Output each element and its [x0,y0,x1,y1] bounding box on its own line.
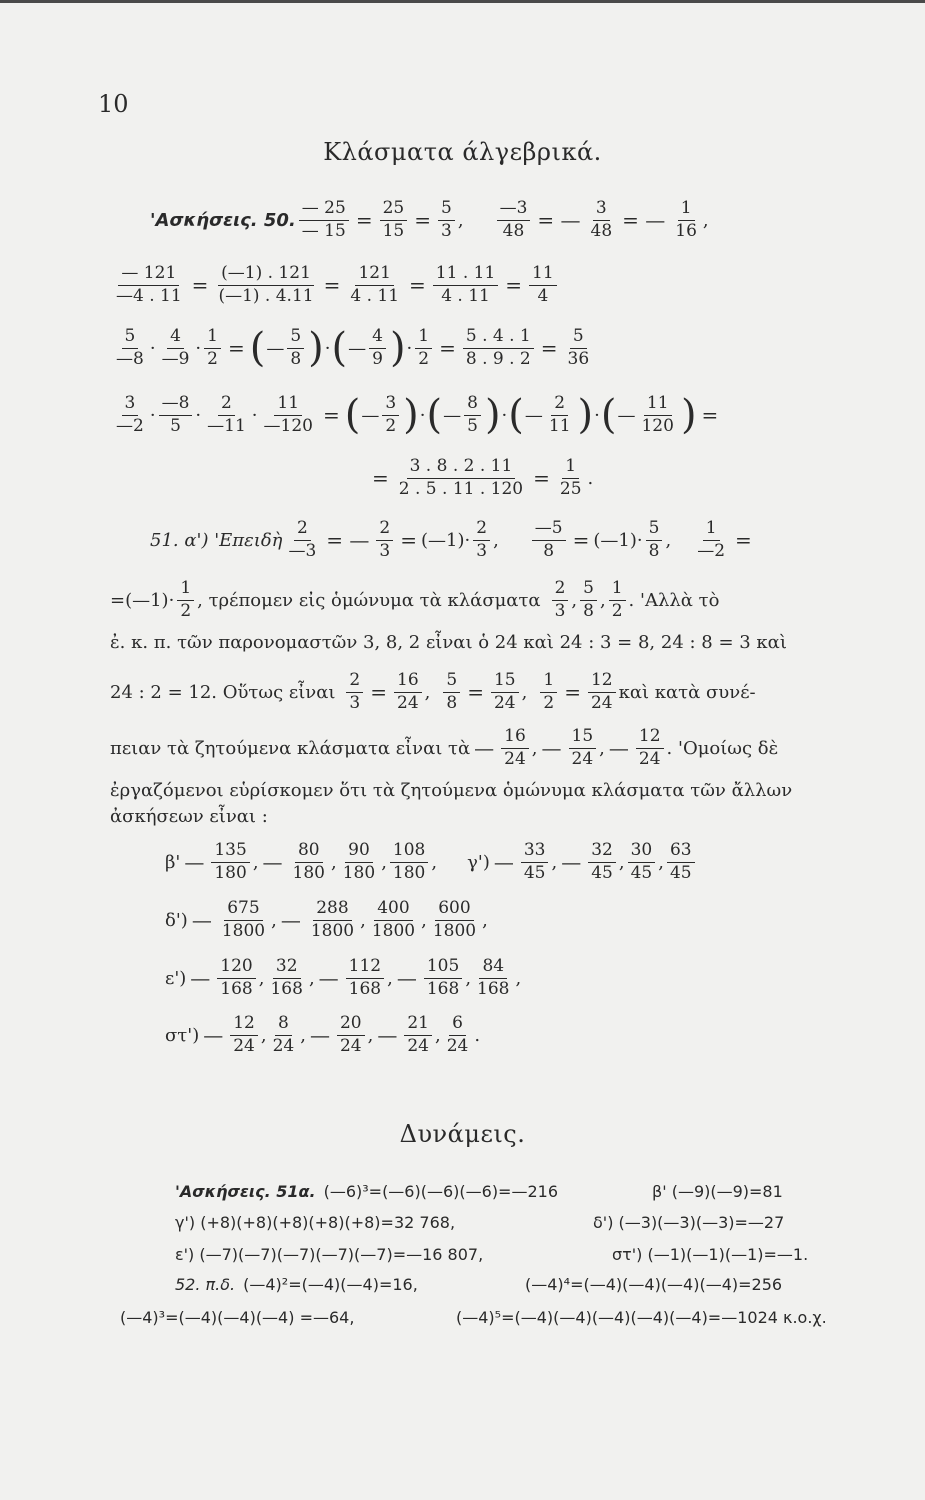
denominator: 36 [567,348,590,369]
denominator: 3 [476,540,488,561]
fraction [159,328,193,369]
numerator: 16 [501,728,529,749]
power-expression: (—6)³=(—6)(—6)(—6)=—216 [323,1182,558,1201]
denominator: 2 [418,348,430,369]
numerator: 112 [346,958,384,979]
fraction [376,520,393,561]
text: καὶ κατὰ συνέ- [618,681,756,703]
denominator: 180 [392,862,426,883]
numerator: 5 [580,580,597,601]
denominator: 24 [446,1035,469,1056]
denominator: 24 [272,1035,295,1056]
ex51-line-2: =(—1) · $\frac{1}{2}$ , τρέπομεν εἰς ὁμώνυμα τὰ κλάσματα $\frac{2}{3}$ , $\frac{5}{8}$ , $\frac{1}{2}$ . 'Αλλὰ τὸ [110,578,720,621]
denominator: 1800 [432,920,477,941]
fraction [177,580,194,621]
page-edge-line [0,0,925,3]
numerator: 1 [177,580,194,601]
denominator: 5 [467,415,478,436]
numerator: 80 [295,842,323,863]
fraction [113,265,185,306]
text: 24 : 2 = 12. Οὕτως εἶναι [110,681,336,703]
ex51-label: 51. α') 'Επειδὴ [150,529,283,551]
numerator: 11 [644,395,672,416]
fraction [546,395,574,436]
numerator: 16 [394,672,422,693]
denominator: (—1) . 4.11 [218,285,314,306]
ex50-line-3: $\frac{5}{—8}$ · $\frac{4}{—9}$ · $\frac{1}{2}$ = ( — $\frac{5}{8}$ ) · ( — $\frac{4}{9}$ ) · $\frac{1}{2}$ = $\frac{5 . 4 . 1}{8 . 9 . 2}$ = $\frac{5}{36}$ [110,328,595,369]
denominator: 24 [233,1035,255,1056]
denominator: 24 [407,1035,429,1056]
numerator: 600 [435,900,473,921]
fraction [433,265,498,306]
denominator: 48 [590,220,613,241]
fraction [382,395,399,436]
denominator: 120 [641,415,674,436]
numerator: 1 [540,672,557,693]
power-expression: (—4)²=(—4)(—4)=16, [243,1275,418,1294]
numerator: 90 [345,842,373,863]
section-title-powers: Δυνάμεις. [399,1120,526,1148]
numerator: 6 [449,1015,466,1036]
fraction [394,672,422,713]
text: . 'Αλλὰ τὸ [628,589,720,611]
numerator: 2 [346,672,363,693]
fraction [404,1015,432,1056]
fraction [638,395,676,436]
numerator: 20 [337,1015,365,1036]
fraction [540,672,557,713]
fraction [113,395,147,436]
powers-row-2b: δ') (—3)(—3)(—3)=—27 [593,1213,785,1232]
ex51-b-g-line: β' — $\frac{135}{180}$ , — $\frac{80}{180}$ , $\frac{90}{180}$ , $\frac{108}{180}$ , γ') — $\frac{33}{45}$ , — $\frac{32}{45}$ , $\frac{30}{45}$ , $\frac{63}{45}$ [165,842,698,883]
numerator: 1 [415,328,432,349]
fraction [609,580,626,621]
numerator: 3 [122,395,139,416]
fraction [636,728,664,769]
denominator: 9 [372,348,383,369]
denominator: 24 [638,748,661,769]
fraction [473,520,490,561]
denominator: 1800 [371,920,416,941]
fraction [337,1015,365,1056]
fraction [667,842,695,883]
powers-label: 'Ασκήσεις. 51α. [175,1182,316,1201]
numerator: 5 [443,672,460,693]
fraction [285,520,319,561]
numerator: — 121 [118,265,179,286]
numerator: 8 [464,395,481,416]
fraction [261,395,316,436]
ex50-line-2: $\frac{— 121}{—4 . 11}$ = $\frac{(—1) . 121}{(—1) . 4.11}$ = $\frac{121}{4 . 11}$ = $\frac{11 . 11}{4 . 11}$ = $\frac{11}{4}$ [110,265,560,306]
numerator: —3 [497,200,531,221]
denominator: 11 [548,415,571,436]
numerator: 84 [479,958,507,979]
fraction [646,520,663,561]
denominator: 5 [170,415,181,436]
section-title-fractions: Κλάσματα άλγεβρικά. [323,138,602,166]
denominator: —4 . 11 [116,285,182,306]
denominator: —11 [207,415,246,436]
ex51-line-4: 24 : 2 = 12. Οὕτως εἶναι $\frac{2}{3}$ = $\frac{16}{24}$ , $\frac{5}{8}$ = $\frac{15}{24}$ , $\frac{1}{2}$ = $\frac{12}{24}$ καὶ κατὰ συνέ- [110,670,756,713]
numerator: 288 [313,900,351,921]
text: . 'Ομοίως δὲ [666,737,779,759]
fraction [672,200,700,241]
numerator: 12 [230,1015,258,1036]
denominator: 8 . 9 . 2 [465,348,531,369]
numerator: 1 [678,200,695,221]
fraction [694,520,728,561]
numerator: 135 [211,842,249,863]
fraction [390,842,428,883]
fraction [215,265,316,306]
fraction [588,200,616,241]
fraction [588,672,616,713]
numerator: 2 [218,395,235,416]
denominator: 180 [214,862,247,883]
fraction [267,958,305,999]
ex51-line-1: 51. α') 'Επειδὴ $\frac{2}{—3}$ = — $\frac{2}{3}$ = (—1) · $\frac{2}{3}$ , $\frac{—5}{8}$ = (—1) · $\frac{5}{8}$ , $\frac{1}{—2}$ = [150,518,752,561]
denominator: 24 [504,748,526,769]
denominator: 2 [180,600,192,621]
fraction [532,520,566,561]
ex51-e-line: ε') — $\frac{120}{168}$ , $\frac{32}{168}$ , — $\frac{112}{168}$ , — $\frac{105}{168}$ , $\frac{84}{168}$ , [165,956,522,999]
fraction [430,900,479,941]
powers-row-3a: ε') (—7)(—7)(—7)(—7)(—7)=—16 807, [175,1245,484,1264]
denominator: — 15 [301,220,346,241]
fraction [217,958,255,999]
fraction [424,958,462,999]
denominator: 15 [382,220,405,241]
fraction [290,842,328,883]
fraction [299,200,349,241]
ex50-line-4: $\frac{3}{—2}$ · $\frac{—8}{5}$ · $\frac{2}{—11}$ · $\frac{11}{—120}$ = ( — $\frac{3}{2}$ ) · ( — $\frac{8}{5}$ ) · ( — $\frac{2}{11}$ ) · ( — $\frac{11}{120}$ ) = [110,395,722,436]
numerator: 30 [628,842,656,863]
denominator: 1800 [310,920,355,941]
denominator: 45 [523,862,546,883]
denominator: 8 [583,600,594,621]
ex51-line-3: ἐ. κ. π. τῶν παρονομαστῶν 3, 8, 2 εἶναι ὁ 24 καὶ 24 : 3 = 8, 24 : 8 = 3 καὶ [110,632,787,653]
fraction [219,900,268,941]
fraction [270,1015,298,1056]
numerator: 15 [491,672,519,693]
item-label: β' [165,851,181,873]
text: =(—1) [110,589,169,611]
fraction [588,842,616,883]
fraction [491,672,519,713]
numerator: 5 [122,328,139,349]
denominator: 168 [348,978,382,999]
numerator: 5 [570,328,587,349]
fraction [565,328,593,369]
fraction [521,842,549,883]
numerator: 3 [593,200,610,221]
numerator: 4 [369,328,386,349]
denominator: 3 [554,600,566,621]
denominator: 4 [537,285,549,306]
denominator: 24 [339,1035,362,1056]
fraction [159,395,193,436]
fraction [438,200,455,241]
ex50-line-1: 'Ασκήσεις. 50. $\frac{— 25}{— 15}$ = $\frac{25}{15}$ = $\frac{5}{3}$ , $\frac{—3}{48}$ = — $\frac{3}{48}$ = — $\frac{1}{16}$ , [150,198,709,241]
numerator: 121 [355,265,393,286]
denominator: 25 [559,478,582,499]
numerator: 3 [382,395,399,416]
denominator: 180 [342,862,376,883]
denominator: 3 [349,692,361,713]
denominator: 1800 [221,920,266,941]
denominator: —2 [697,540,726,561]
numerator: 2 [473,520,490,541]
fraction [501,728,529,769]
numerator: 5 [438,200,455,221]
powers-row-4a [175,1275,418,1294]
denominator: —3 [288,540,317,561]
denominator: 168 [270,978,303,999]
fraction [474,958,512,999]
fraction [230,1015,258,1056]
denominator: 168 [426,978,460,999]
denominator: 45 [591,862,613,883]
fraction [347,265,402,306]
numerator: 32 [273,958,301,979]
denominator: 3 [441,220,452,241]
numerator: 120 [217,958,255,979]
denominator: 8 [648,540,660,561]
numerator: (—1) . 121 [218,265,314,286]
powers-row-4b: (—4)⁴=(—4)(—4)(—4)(—4)=256 [525,1275,783,1294]
numerator: 33 [521,842,549,863]
numerator: 1 [703,520,720,541]
denominator: 24 [493,692,516,713]
fraction [628,842,656,883]
fraction [346,958,384,999]
numerator: 25 [380,200,408,221]
denominator: 4 . 11 [441,285,490,306]
numerator: —5 [532,520,566,541]
fraction [497,200,531,241]
numerator: 4 [167,328,184,349]
denominator: —9 [161,348,190,369]
numerator: 5 [287,328,304,349]
numerator: 5 [646,520,663,541]
fraction [444,1015,472,1056]
fraction [552,580,569,621]
powers-row-1b: β' (—9)(—9)=81 [652,1182,783,1201]
denominator: 4 . 11 [350,285,400,306]
item-label: ε') [165,967,187,989]
numerator: 400 [374,900,412,921]
denominator: 45 [669,862,692,883]
numerator: — 25 [299,200,349,221]
powers-row-3b: στ') (—1)(—1)(—1)=—1. [612,1245,809,1264]
fraction [396,458,526,499]
ex51-st-line: στ') — $\frac{12}{24}$ , $\frac{8}{24}$ , — $\frac{20}{24}$ , — $\frac{21}{24}$ , $\frac{6}{24}$ . [165,1013,481,1056]
minus-one: (—1) [593,529,637,551]
powers-row-5b: (—4)⁵=(—4)(—4)(—4)(—4)(—4)=—1024 κ.ο.χ. [456,1308,827,1327]
fraction [204,328,221,369]
numerator: 1 [609,580,626,601]
numerator: 11 . 11 [433,265,498,286]
item-label: γ') [467,851,490,873]
fraction [369,328,386,369]
fraction [211,842,249,883]
numerator: 108 [390,842,428,863]
denominator: 2 . 5 . 11 . 120 [398,478,524,499]
fraction [443,672,460,713]
numerator: 1 [562,458,579,479]
numerator: 12 [588,672,616,693]
text: , τρέπομεν εἰς ὁμώνυμα τὰ κλάσματα [197,589,541,611]
powers-row-1a [175,1182,558,1201]
fraction [529,265,557,306]
powers-row-5a: (—4)³=(—4)(—4)(—4) =—64, [120,1308,355,1327]
denominator: 180 [292,862,325,883]
numerator: 2 [552,580,569,601]
fraction [557,458,585,499]
ex51-d-line: δ') — $\frac{675}{1800}$ , — $\frac{288}{1800}$ , $\frac{400}{1800}$ , $\frac{600}{1800}$ , [165,898,488,941]
fraction [415,328,432,369]
fraction [569,728,597,769]
denominator: —8 [116,348,144,369]
numerator: 15 [569,728,597,749]
fraction [380,200,408,241]
ex51-line-6: ἐργαζόμενοι εὑρίσκομεν ὅτι τὰ ζητούμενα ὁμώνυμα κλάσματα τῶν ἄλλων [110,780,793,801]
fraction [369,900,418,941]
denominator: 24 [590,692,613,713]
powers-label: 52. π.δ. [175,1275,236,1294]
denominator: 168 [477,978,510,999]
denominator: 48 [502,220,525,241]
item-label: δ') [165,909,188,931]
fraction [204,395,249,436]
ex51-line-7: ἀσκήσεων εἶναι : [110,806,268,827]
fraction [113,328,147,369]
denominator: 45 [630,862,653,883]
numerator: 32 [588,842,616,863]
ex51-line-5: πειαν τὰ ζητούμενα κλάσματα εἶναι τὰ — $\frac{16}{24}$ , — $\frac{15}{24}$ , — $\frac{12}{24}$ . 'Ομοίως δὲ [110,726,779,769]
numerator: 105 [424,958,462,979]
denominator: —2 [116,415,144,436]
numerator: 12 [636,728,664,749]
denominator: 8 [543,540,555,561]
denominator: 8 [446,692,458,713]
ex50-line-5: = $\frac{3 . 8 . 2 . 11}{2 . 5 . 11 . 120}$ = $\frac{1}{25}$ . [372,456,594,499]
numerator: 2 [294,520,311,541]
numerator: 8 [275,1015,292,1036]
denominator: 24 [571,748,594,769]
ex50-label: 'Ασκήσεις. 50. [150,209,296,231]
numerator: 5 . 4 . 1 [463,328,534,349]
fraction [580,580,597,621]
item-label: στ') [165,1024,200,1046]
fraction [308,900,357,941]
fraction [464,395,481,436]
fraction [463,328,534,369]
denominator: 8 [290,348,302,369]
text: πειαν τὰ ζητούμενα κλάσματα εἶναι τὰ [110,737,471,759]
numerator: 2 [376,520,393,541]
numerator: 11 [529,265,557,286]
denominator: 2 [611,600,623,621]
denominator: 3 [379,540,391,561]
numerator: 21 [404,1015,432,1036]
page-number: 10 [98,90,129,118]
fraction [287,328,304,369]
denominator: —120 [263,415,313,436]
powers-row-2a: γ') (+8)(+8)(+8)(+8)(+8)=32 768, [175,1213,456,1232]
fraction [340,842,378,883]
numerator: —8 [159,395,193,416]
minus-one: (—1) [421,529,465,551]
denominator: 2 [385,415,397,436]
denominator: 24 [397,692,419,713]
denominator: 168 [220,978,253,999]
denominator: 16 [675,220,697,241]
denominator: 2 [207,348,218,369]
numerator: 63 [667,842,695,863]
numerator: 3 . 8 . 2 . 11 [407,458,516,479]
numerator: 675 [224,900,262,921]
denominator: 2 [543,692,555,713]
numerator: 11 [274,395,302,416]
fraction [346,672,363,713]
numerator: 2 [551,395,568,416]
numerator: 1 [204,328,221,349]
